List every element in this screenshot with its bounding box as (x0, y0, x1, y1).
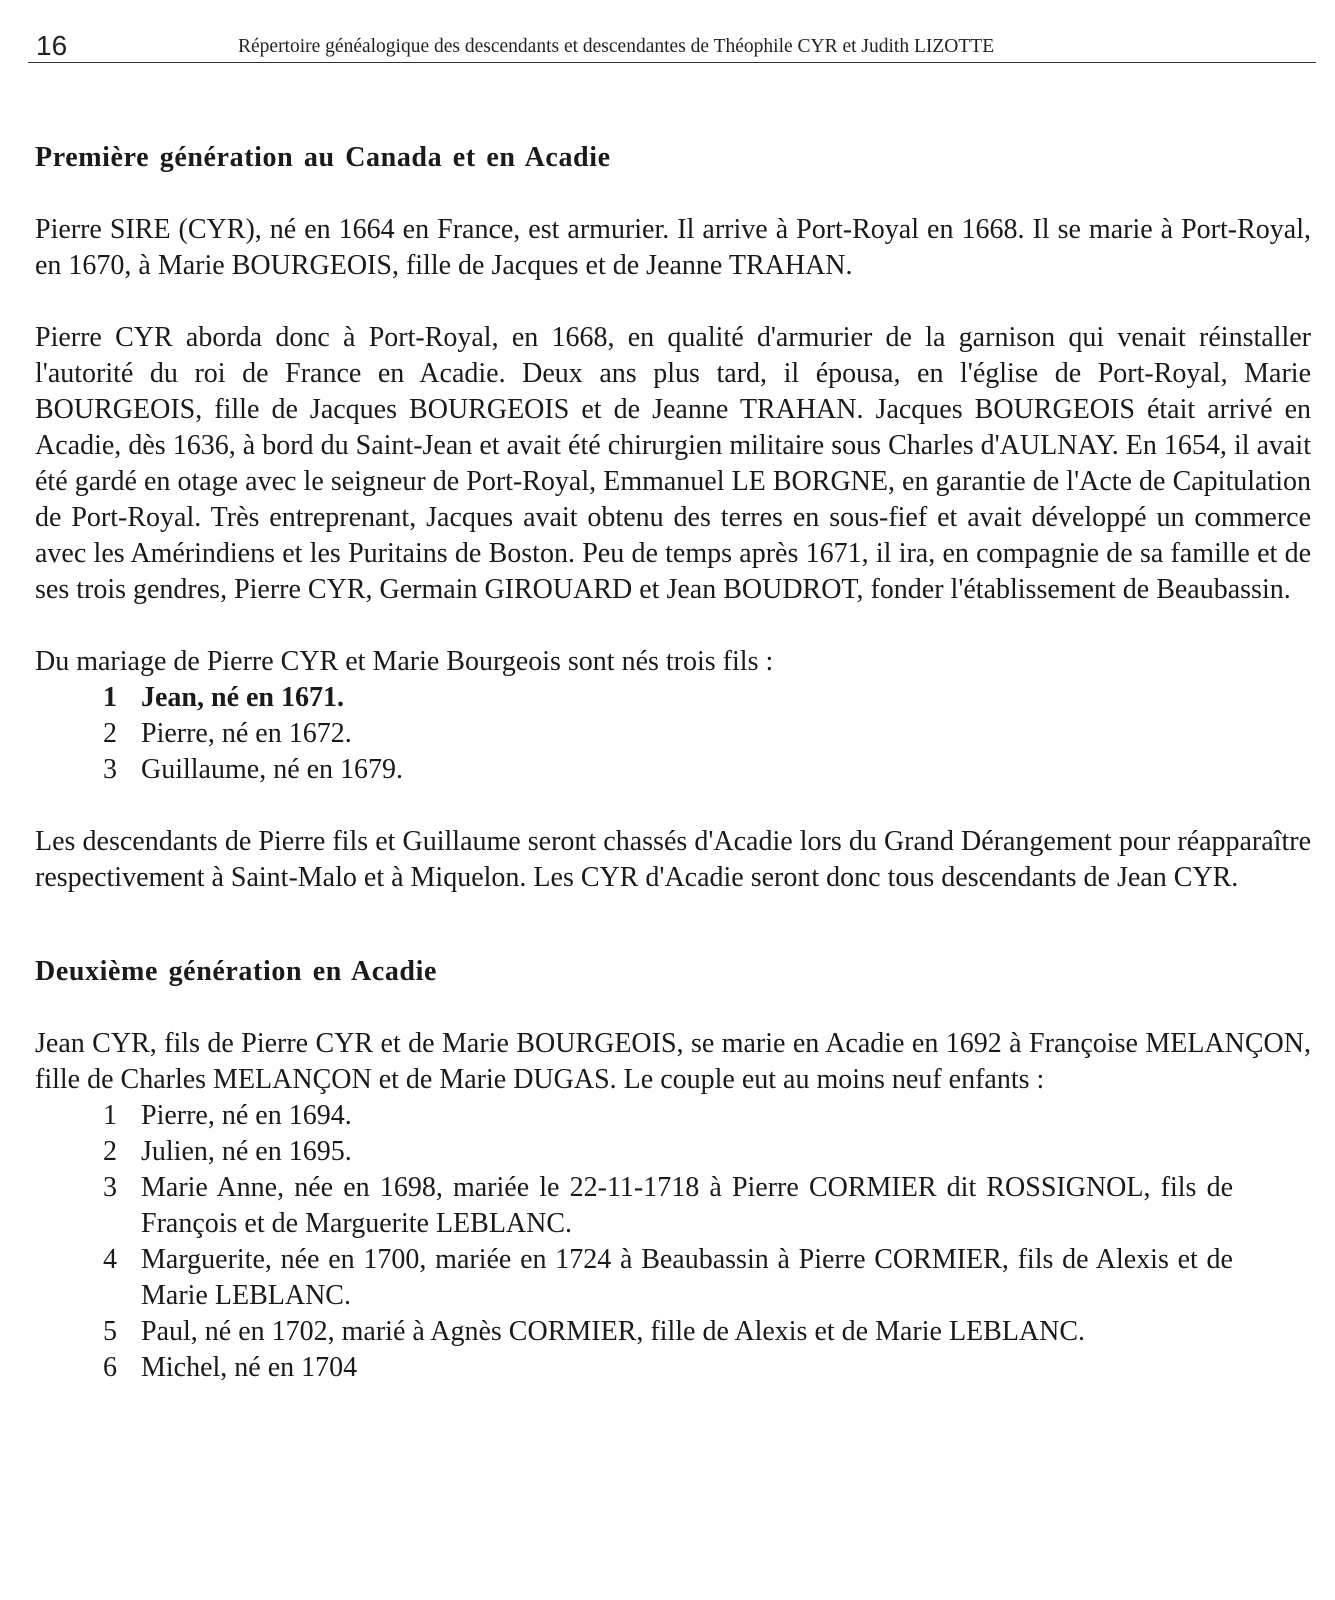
list-text: Michel, né en 1704 (141, 1352, 358, 1383)
list-text: Guillaume, né en 1679. (141, 754, 404, 785)
list-number: 6 (103, 1352, 117, 1383)
list-number: 4 (103, 1244, 117, 1275)
list-text: Pierre, né en 1672. (141, 718, 352, 749)
header-rule (28, 62, 1316, 63)
list-number: 2 (103, 1136, 117, 1167)
list-item (103, 680, 1311, 716)
section-heading-first-generation: Première génération au Canada et en Acadie (35, 142, 611, 173)
sons-list (35, 680, 1311, 788)
list-text: Paul, né en 1702, marié à Agnès CORMIER, fille de Alexis et de Marie LEBLANC. (141, 1316, 1086, 1347)
running-title: Répertoire généalogique des descendants et descendantes de Théophile CYR et Judith LIZOTTE (238, 36, 995, 57)
list-text: Pierre, né en 1694. (141, 1100, 352, 1131)
list-number: 3 (103, 754, 117, 785)
list-item (103, 1350, 1233, 1386)
children-list (35, 1098, 1311, 1386)
list-number: 5 (103, 1316, 117, 1347)
list-item (103, 1314, 1233, 1350)
paragraph-jean-cyr: Jean CYR, fils de Pierre CYR et de Marie BOURGEOIS, se marie en Acadie en 1692 à Françoise MELANÇON, fille de Charles MELANÇON et de Marie DUGAS. Le couple eut au moins neuf enfants : (35, 1028, 1311, 1095)
page-body (35, 140, 1311, 1386)
list-item (103, 752, 1311, 788)
list-item (103, 1170, 1233, 1242)
paragraph-pierre-cyr-history: Pierre CYR aborda donc à Port-Royal, en 1668, en qualité d'armurier de la garnison qui venait réinstaller l'autorité du roi de France en Acadie. Deux ans plus tard, il épousa, en l'église de Port-Royal, Marie BOURGEOIS, fille de Jacques BOURGEOIS et de Jeanne TRAHAN. Jacques BOURGEOIS était arrivé en Acadie, dès 1636, à bord du Saint-Jean et avait été chirurgien militaire sous Charles d'AULNAY. En 1654, il avait été gardé en otage avec le seigneur de Port-Royal, Emmanuel LE BORGNE, en garantie de l'Acte de Capitulation de Port-Royal. Très entreprenant, Jacques avait obtenu des terres en sous-fief et avait développé un commerce avec les Amérindiens et les Puritains de Boston. Peu de temps après 1671, il ira, en compagnie de sa famille et de ses trois gendres, Pierre CYR, Germain GIROUARD et Jean BOUDROT, fonder l'établissement de Beaubassin. (35, 322, 1311, 605)
paragraph-sons-intro: Du mariage de Pierre CYR et Marie Bourgeois sont nés trois fils : (35, 646, 774, 677)
list-item (103, 1134, 1233, 1170)
list-number: 3 (103, 1172, 117, 1203)
page-number: 16 (36, 30, 68, 61)
list-text: Marguerite, née en 1700, mariée en 1724 à Beaubassin à Pierre CORMIER, fils de Alexis et de Marie LEBLANC. (141, 1244, 1233, 1311)
list-text: Marie Anne, née en 1698, mariée le 22-11-1718 à Pierre CORMIER dit ROSSIGNOL, fils de François et de Marguerite LEBLANC. (141, 1172, 1233, 1239)
list-number: 2 (103, 718, 117, 749)
paragraph-pierre-sire: Pierre SIRE (CYR), né en 1664 en France, est armurier. Il arrive à Port-Royal en 1668. Il se marie à Port-Royal, en 1670, à Marie BOURGEOIS, fille de Jacques et de Jeanne TRAHAN. (35, 214, 1311, 281)
list-text: Julien, né en 1695. (141, 1136, 352, 1167)
list-item (103, 716, 1311, 752)
list-text: Jean, né en 1671. (141, 682, 344, 713)
list-number: 1 (103, 682, 117, 713)
section-heading-second-generation: Deuxième génération en Acadie (35, 956, 437, 987)
list-item (103, 1098, 1233, 1134)
list-item (103, 1242, 1233, 1314)
paragraph-descendants: Les descendants de Pierre fils et Guillaume seront chassés d'Acadie lors du Grand Dérangement pour réapparaître respectivement à Saint-Malo et à Miquelon. Les CYR d'Acadie seront donc tous descendants de Jean CYR. (35, 826, 1311, 893)
page-header (28, 26, 1318, 62)
list-number: 1 (103, 1100, 117, 1131)
